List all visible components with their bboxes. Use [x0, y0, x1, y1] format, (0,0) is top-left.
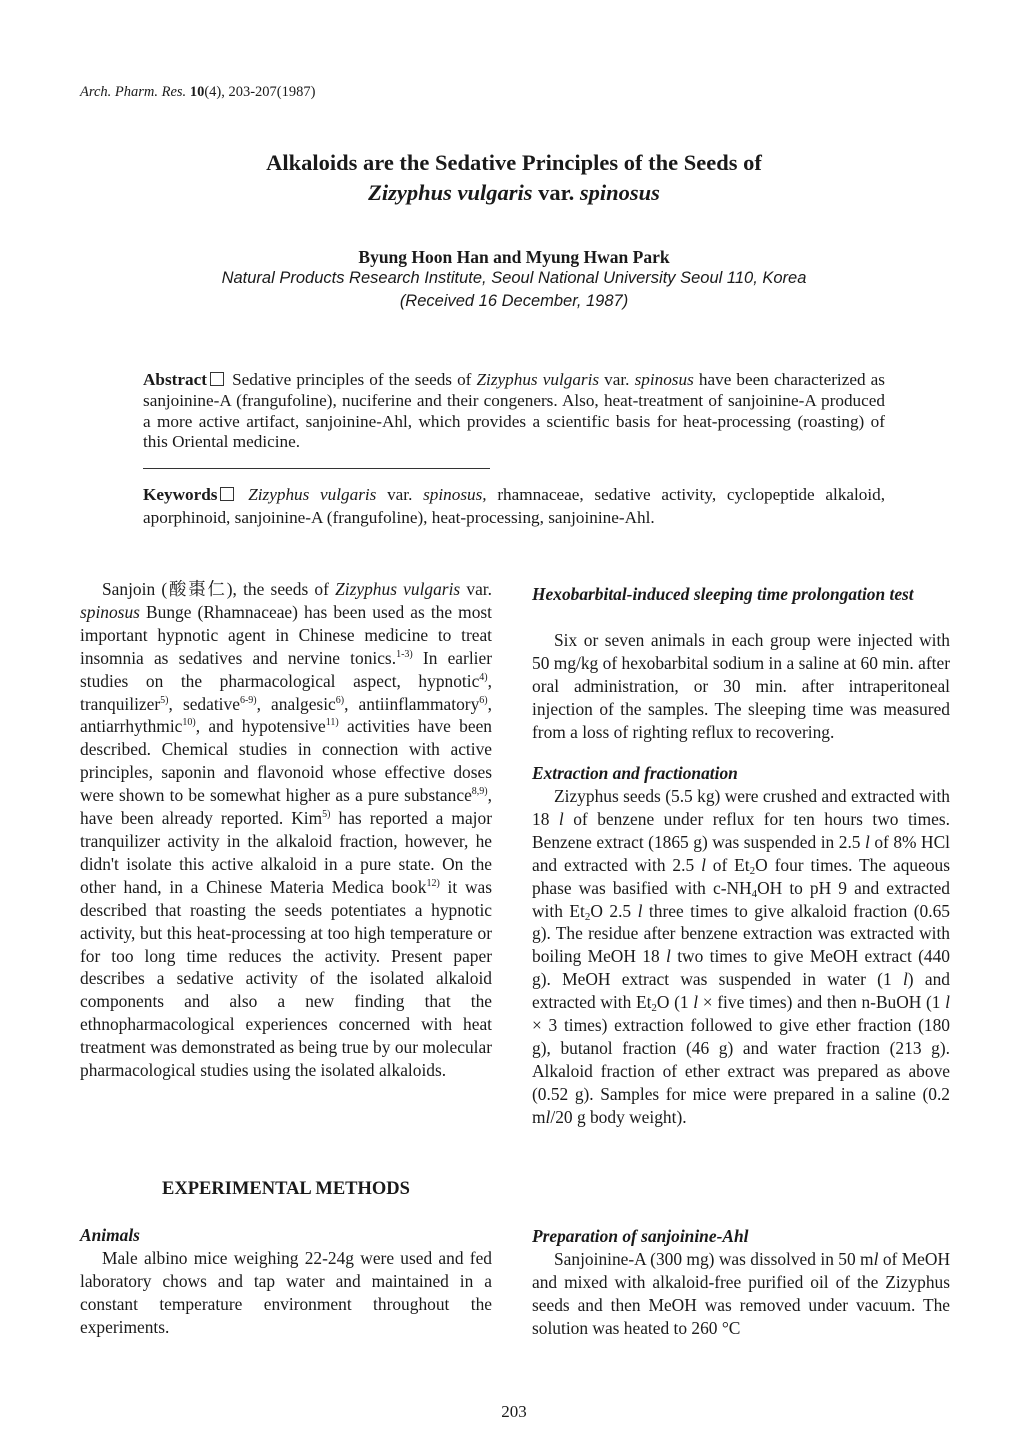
affiliation: Natural Products Research Institute, Seoul National University Seoul 110, Korea	[221, 269, 807, 287]
preparation-section	[532, 1248, 950, 1340]
keywords-label: Keywords	[143, 485, 218, 504]
authors: Byung Hoon Han and Myung Hwan Park	[358, 247, 670, 267]
hexobarbital-paragraph: Six or seven animals in each group were injected with 50 mg/kg of hexobarbital sodium in a saline at 60 min. after oral administration, or 30 min. after intraperitoneal injection of the samples. The sleeping time was measured from a loss of righting reflux to recovering.	[532, 630, 950, 742]
keywords	[143, 483, 885, 529]
styled-text: Zizyphus vulgaris	[335, 579, 461, 599]
reference-superscript: 5)	[322, 809, 331, 821]
styled-text: l	[666, 946, 671, 967]
keywords-text: Zizyphus vulgaris var. spinosus, rhamnaceae, sedative activity, cyclopeptide alkaloid, aporphinoid, sanjoinine-A (frangufoline), heat-processing, sanjoinine-Ahl.	[143, 485, 886, 527]
reference-superscript: 10)	[182, 717, 196, 729]
reference-superscript: 12)	[426, 877, 440, 889]
reference-superscript: 6)	[335, 694, 345, 706]
styled-text: l	[865, 831, 870, 852]
reference-superscript: 6)	[479, 694, 488, 706]
page-number: 203	[501, 1402, 527, 1421]
styled-text: l	[902, 969, 908, 990]
extraction-heading: Extraction and fractionation	[532, 763, 738, 783]
styled-text: spinosus	[634, 370, 694, 389]
reference-superscript: 8,9)	[471, 786, 488, 798]
journal-citation: Arch. Pharm. Res. 10(4), 203-207(1987)	[80, 84, 316, 100]
styled-text: Zizyphus vulgaris	[248, 485, 377, 504]
extraction-paragraph: Zizyphus seeds (5.5 kg) were crushed and extracted with 18 l of benzene under reflux for ten hours two times. Benzene extract (1865 g) was suspended in 2.5 l of 8% HCl and extracted with 2.5 l of $Et_2O$ four times. The aqueous phase was basified with $c-NH_4OH$ to pH 9 and extracted with $Et_2O$ 2.5 l three times to give alkaloid fraction (0.65 g). The residue after benzene extraction was extracted with boiling MeOH 18 l two times to give MeOH extract (440 g). MeOH extract was suspended in water (1 l) and extracted with $Et_2O$ (1 l × five times) and then n-BuOH (1 l × 3 times) extraction followed to give ether fraction (180 g), butanol fraction (46 g) and water fraction (213 g). Alkaloid fraction of ether extract was prepared as above (0.52 g). Samples for mice were prepared in a saline (0.2 ml/20 g body weight).	[532, 786, 951, 1127]
section-heading: EXPERIMENTAL METHODS	[162, 1179, 410, 1199]
styled-text: l	[545, 1106, 551, 1127]
styled-text: spinosus	[80, 601, 140, 622]
styled-text: spinosus,	[423, 485, 487, 504]
styled-text: l	[701, 854, 706, 875]
hexobarbital-heading: Hexobarbital-induced sleeping time prolongation test	[532, 584, 914, 604]
preparation-heading: Preparation of sanjoinine-Ahl	[532, 1226, 749, 1246]
preparation-paragraph: Sanjoinine-A (300 mg) was dissolved in 50 ml of MeOH and mixed with alkaloid-free purified oil of the Zizyphus seeds and then MeOH was removed under vacuum. The solution was heated to 260 °C	[532, 1249, 951, 1338]
animals-heading: Animals	[80, 1225, 140, 1245]
reference-superscript: 11)	[325, 717, 339, 729]
intro-paragraph: Sanjoin (酸棗仁), the seeds of Zizyphus vulgaris var. spinosus Bunge (Rhamnaceae) has been used as the most important hypnotic agent in Chinese medicine to treat insomnia as sedatives and nervine tonics.$^{1-3)}$ In earlier studies on the pharmacological aspect, hypnotic$^{4)}$, tranquilizer$^{5)}$, sedative$^{6-9)}$, analgesic$^{6)}$, antiinflammatory$^{6)}$, antiarrhythmic$^{10)}$, and hypotensive$^{11)}$ activities have been described. Chemical studies in connection with active principles, saponin and flavonoid whose effective doses were shown to be somewhat higher as a pure substance$^{8,9)}$, have been already reported. Kim$^{5)}$ has reported a major tranquilizer activity in the alkaloid fraction, however, he didn't isolate this active alkaloid in a pure state. On the other hand, in a Chinese Materia Medica book$^{12)}$ it was described that roasting the seeds potentiates a hypnotic activity, but this heat-processing at too high temperature or for too long time reduces the activity. Present paper describes a sedative activity of the isolated alkaloid components and also a new finding that the ethnopharmacological experiences concerned with heat treatment was demonstrated as being true by our molecular pharmacological studies using the isolated alkaloids.	[80, 579, 492, 1081]
reference-superscript: 5)	[160, 694, 169, 706]
styled-text: Zizyphus vulgaris	[476, 370, 600, 389]
styled-text: l	[945, 992, 951, 1013]
title-line-1: Alkaloids are the Sedative Principles of the Seeds of	[266, 150, 762, 175]
animals-section	[80, 1247, 492, 1339]
reference-superscript: 6-9)	[239, 694, 257, 706]
styled-text: 10	[189, 84, 205, 100]
abstract-text: Sedative principles of the seeds of Zizyphus vulgaris var. spinosus have been characterized as sanjoinine-A (frangufoline), nuciferine and their congeners. Also, heat-treatment of sanjoinine-A produced a more active artifact, sanjoinine-Ahl, which provides a scientific basis for heat-processing (roasting) of this Oriental medicine.	[143, 370, 885, 452]
styled-text: spinosus	[579, 180, 660, 205]
reference-superscript: 4)	[479, 671, 488, 683]
styled-text: l	[693, 992, 699, 1013]
subscript: 2	[749, 864, 756, 877]
styled-text: Arch. Pharm. Res.	[80, 84, 187, 100]
styled-text: l	[637, 900, 643, 921]
abstract	[143, 370, 885, 453]
divider	[143, 468, 490, 469]
reference-superscript: 1-3)	[396, 648, 413, 660]
subscript: 4	[751, 887, 758, 900]
subscript: 2	[651, 1002, 657, 1015]
box-icon	[220, 487, 234, 501]
extraction-section	[532, 785, 950, 1129]
abstract-label: Abstract	[143, 370, 207, 389]
hexobarbital-section	[532, 629, 950, 744]
title-line-2: Zizyphus vulgaris var. spinosus	[368, 180, 660, 205]
animals-paragraph: Male albino mice weighing 22-24g were used and fed laboratory chows and tap water and maintained in a constant temperature environment throughout the experiments.	[80, 1248, 492, 1337]
subscript: 2	[584, 910, 591, 923]
box-icon	[210, 372, 224, 386]
left-column	[80, 578, 492, 1082]
received-date: (Received 16 December, 1987)	[399, 292, 629, 310]
styled-text: Zizyphus vulgaris	[368, 180, 533, 205]
styled-text: l	[873, 1249, 879, 1269]
styled-text: l	[558, 808, 564, 829]
